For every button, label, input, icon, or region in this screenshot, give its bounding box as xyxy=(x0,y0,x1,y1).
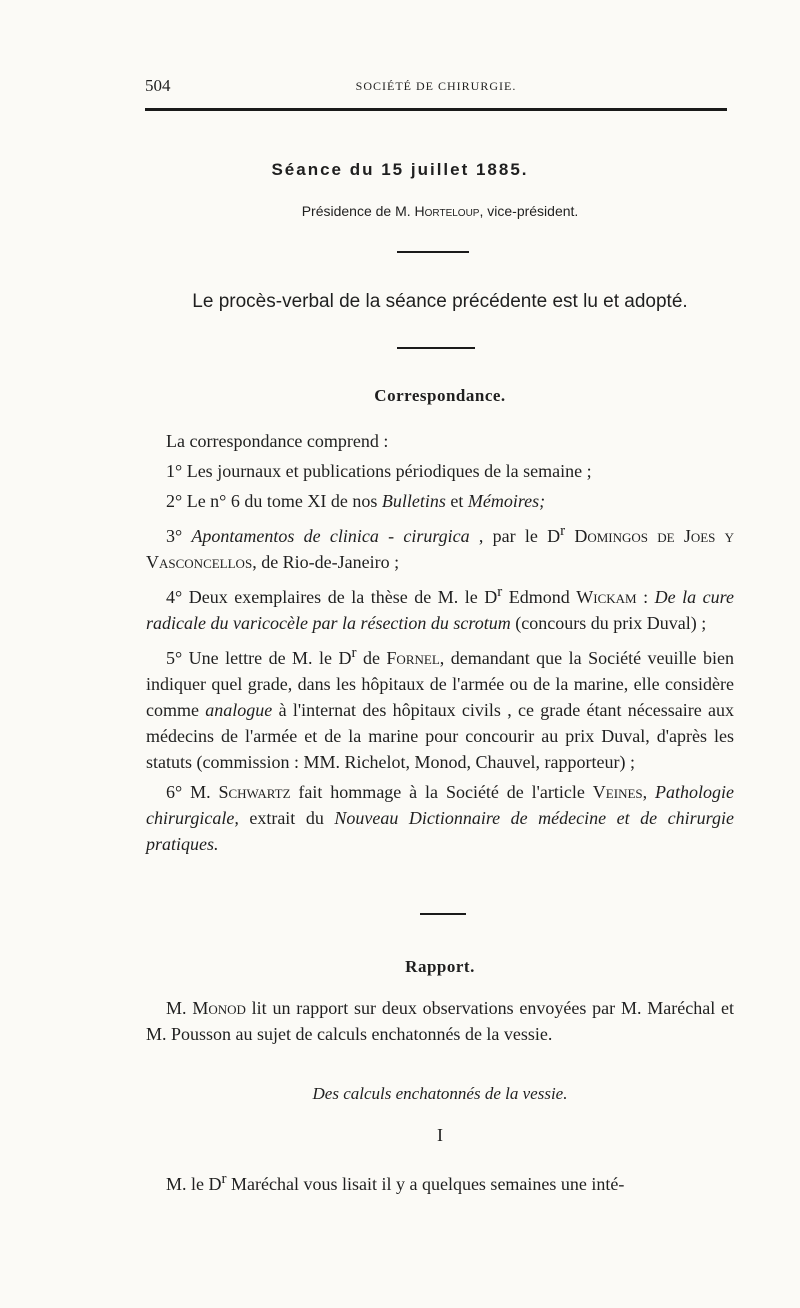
rapport-text: M. xyxy=(166,998,193,1018)
item-3-author: Domingos de Joes y Vasconcellos xyxy=(146,526,735,572)
separator-rule xyxy=(397,347,475,349)
item-5-emphasis: analogue xyxy=(205,700,273,720)
item-6-text: fait hommage à la Société de l'article xyxy=(290,782,593,802)
correspondance-heading: Correspondance. xyxy=(374,386,506,405)
item-4-author: Wickam xyxy=(576,587,637,607)
item-2-bulletins: Bulletins xyxy=(381,491,446,511)
item-3-text xyxy=(565,526,574,546)
presidency-suffix: , vice-président. xyxy=(479,203,579,219)
president-name: Horteloup xyxy=(414,203,480,219)
item-2-memoires: Mémoires; xyxy=(467,491,546,511)
correspondance-intro: La correspondance comprend : xyxy=(166,431,389,451)
separator-rule xyxy=(420,913,466,915)
running-title: SOCIÉTÉ DE CHIRURGIE. xyxy=(355,79,517,93)
rapport-heading: Rapport. xyxy=(405,957,475,976)
section-numeral: I xyxy=(437,1125,443,1145)
rapport-author: Monod xyxy=(192,998,246,1018)
item-4-sup: r xyxy=(497,584,503,600)
item-5-text: à l'internat des hôpitaux civils , ce grade étant nécessaire aux médecins de l'armée et de la marine pour concourir au prix Duval, d'après les statuts (commission : MM. Richelot, Monod, Chauvel, rapporteur) ; xyxy=(146,700,734,772)
item-3-text: , de Rio-de-Janeiro ; xyxy=(252,552,400,572)
correspondance-item-6 xyxy=(146,779,734,857)
item-2-text: et xyxy=(445,491,468,511)
item-6-article: Veines xyxy=(592,782,643,802)
item-5-text: 5° Une lettre de M. le D xyxy=(166,648,352,668)
rapport-text: lit un rapport sur deux observations envoyées par M. Maréchal et M. Pousson au sujet de calculs enchatonnés de la vessie. xyxy=(146,998,734,1044)
presidency-line xyxy=(0,203,800,219)
item-5-author: Fornel xyxy=(386,648,440,668)
closing-text: M. le D xyxy=(166,1174,222,1194)
item-6-text: extrait du xyxy=(238,808,335,828)
presidency-prefix: Présidence de M. xyxy=(301,203,415,219)
item-5-text: , demandant que la Société veuille bien indiquer quel grade, dans les hôpitaux de l'armée ou de la marine, elle considère comme xyxy=(146,648,734,720)
session-title: Séance du 15 juillet 1885. xyxy=(271,160,529,179)
item-6-section: Pathologie chirurgicale, xyxy=(146,782,735,828)
rapport-paragraph xyxy=(146,995,734,1047)
item-4-text: (concours du prix Duval) ; xyxy=(510,613,707,633)
item-6-dictionary: Nouveau Dictionnaire de médecine et de chirurgie pratiques. xyxy=(146,808,734,854)
closing-line xyxy=(146,1166,734,1197)
correspondance-list xyxy=(146,428,734,857)
item-6-author: Schwartz xyxy=(218,782,291,802)
item-3-text: , par le D xyxy=(469,526,561,546)
item-3-sup: r xyxy=(560,523,566,539)
item-4-thesis-title: De la cure radicale du varicocèle par la résection du scrotum xyxy=(146,587,734,633)
correspondance-item-4 xyxy=(146,579,734,636)
correspondance-item-5 xyxy=(146,640,734,775)
separator-rule xyxy=(397,251,469,253)
item-6-text: , xyxy=(642,782,656,802)
item-5-sup: r xyxy=(351,645,357,661)
page-number: 504 xyxy=(145,76,171,95)
item-3-book-title: Apontamentos de clinica - cirurgica xyxy=(191,526,470,546)
correspondance-item-2 xyxy=(146,488,734,514)
item-4-text: : xyxy=(636,587,655,607)
item-6-text: 6° M. xyxy=(166,782,219,802)
item-4-text: 4° Deux exemplaires de la thèse de M. le D xyxy=(166,587,498,607)
correspondance-item-3 xyxy=(146,518,734,575)
closing-text: Maréchal vous lisait il y a quelques semaines une inté- xyxy=(226,1174,625,1194)
minutes-line: Le procès-verbal de la séance précédente est lu et adopté. xyxy=(192,291,688,312)
item-4-text: Edmond xyxy=(502,587,577,607)
header-rule xyxy=(145,108,727,111)
correspondance-item-1: 1° Les journaux et publications périodiques de la semaine ; xyxy=(166,461,592,481)
item-3-text: 3° xyxy=(166,526,192,546)
closing-sup: r xyxy=(221,1171,227,1187)
running-head xyxy=(145,76,727,98)
item-2-text: 2° Le n° 6 du tome XI de nos xyxy=(166,491,382,511)
item-5-text: de xyxy=(356,648,387,668)
rapport-subtitle: Des calculs enchatonnés de la vessie. xyxy=(312,1084,568,1103)
